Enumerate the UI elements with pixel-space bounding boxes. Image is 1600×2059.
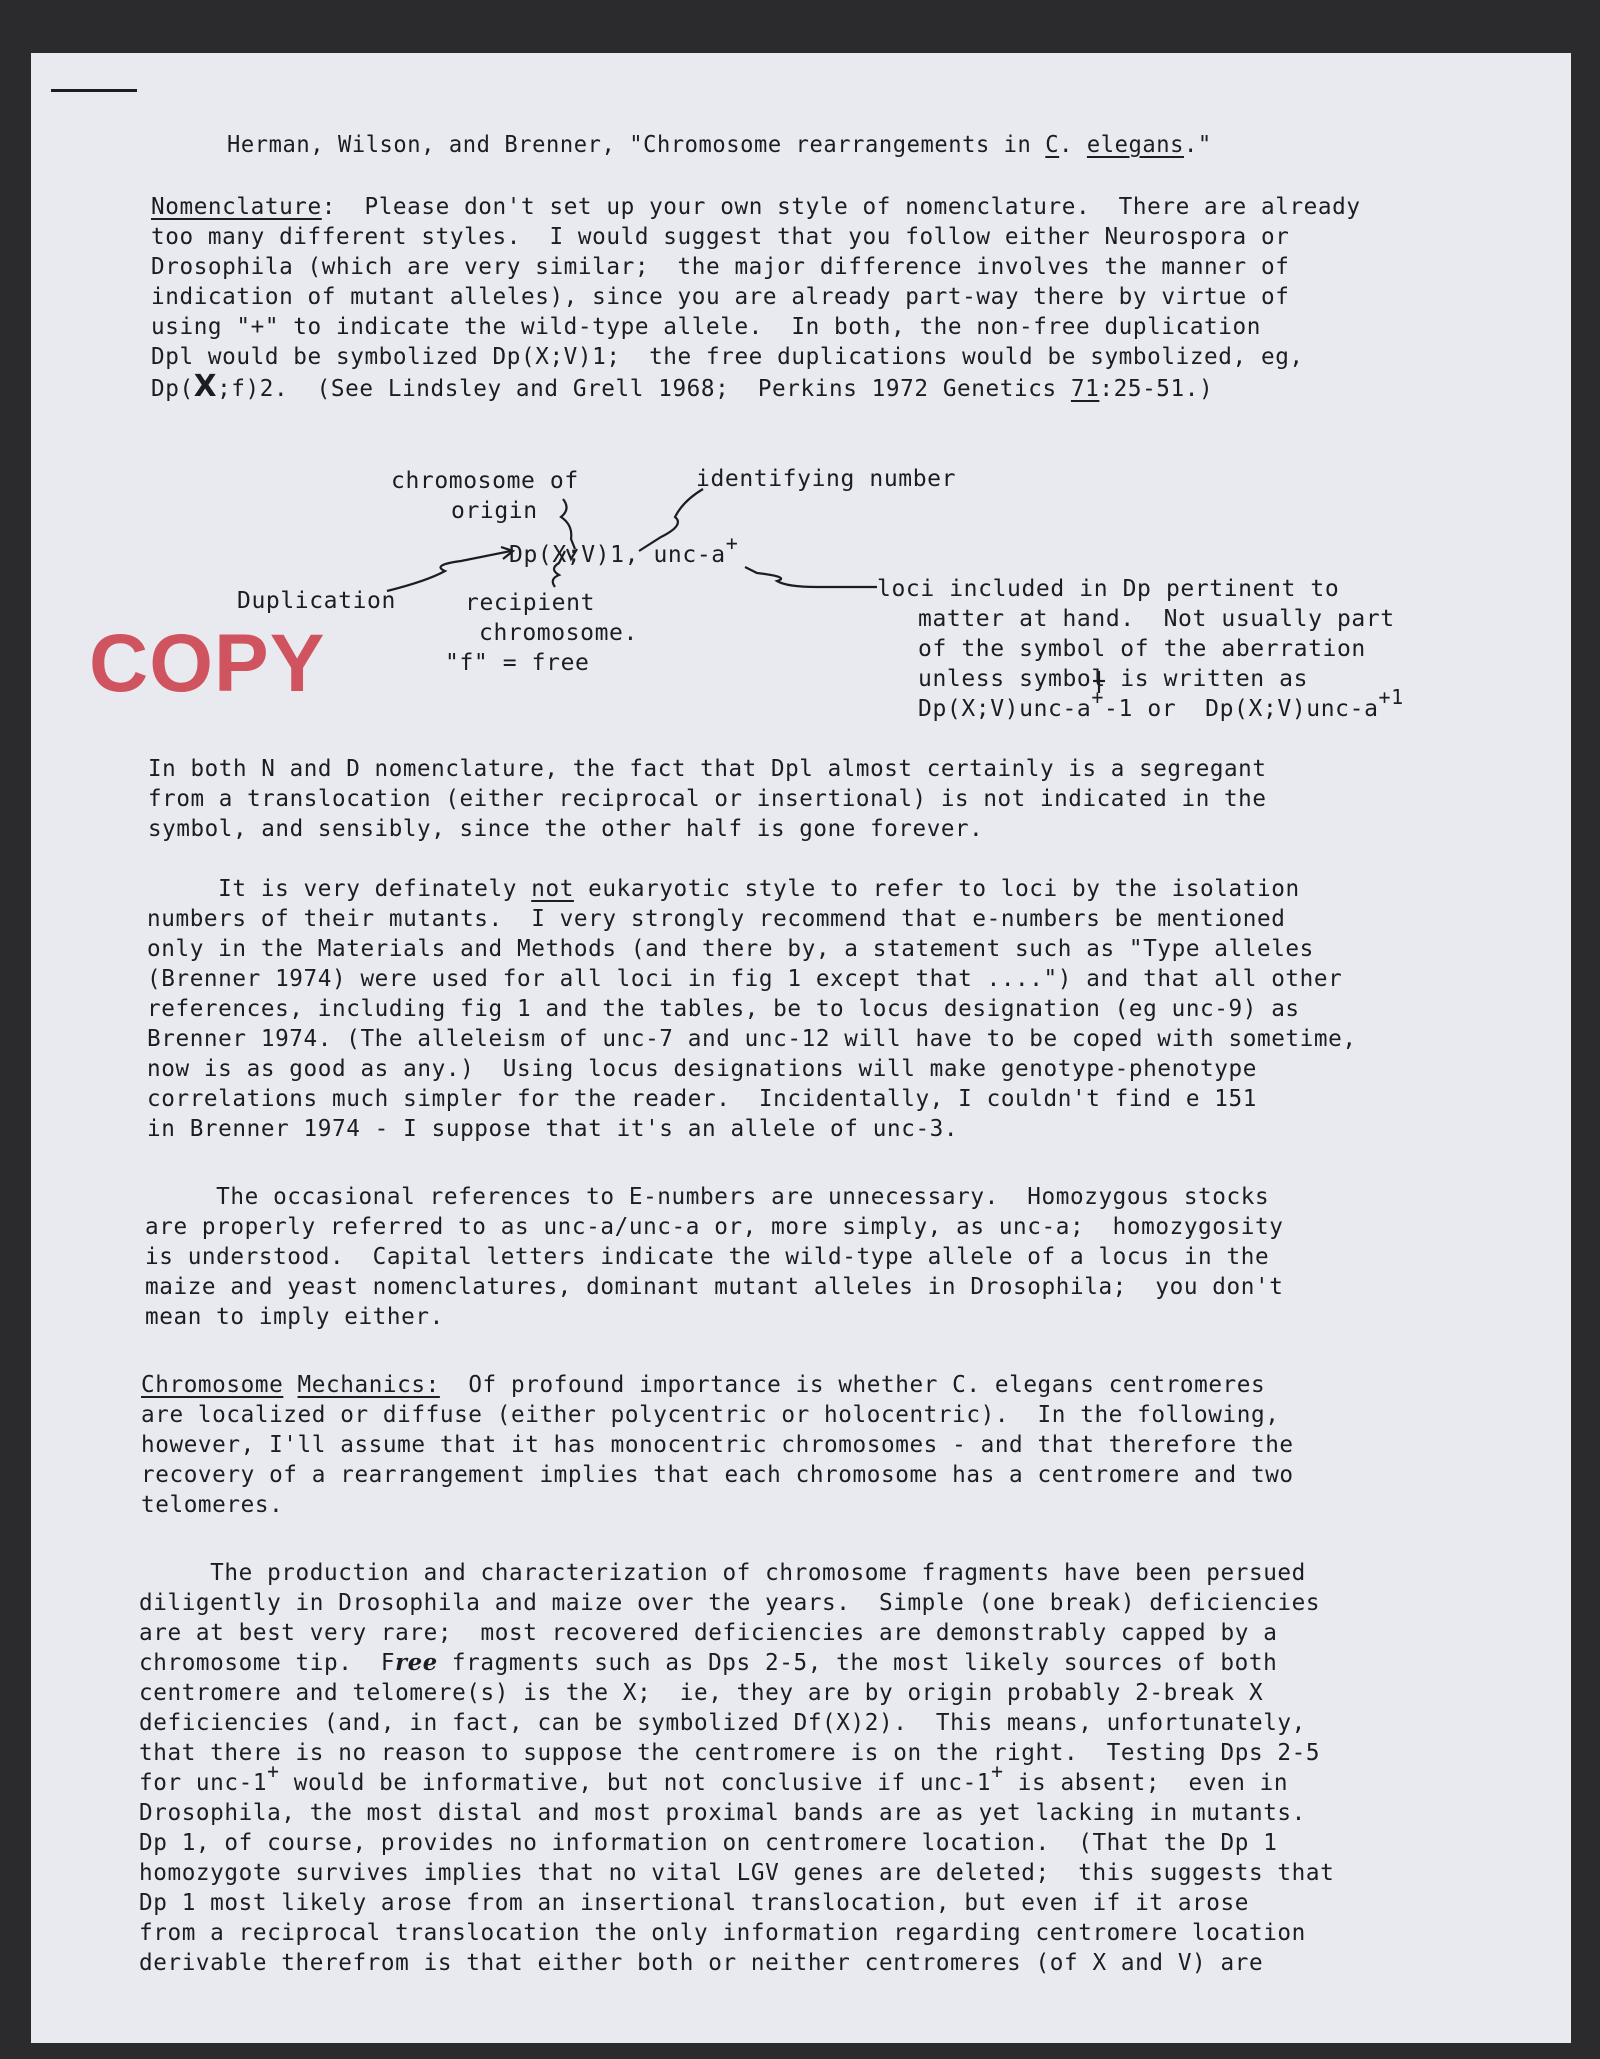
mech-line-1-text: Of profound importance is whether C. elegans centromeres — [439, 1372, 1266, 1398]
nomenclature-line-2: too many different styles. I would suggest that you follow either Neurospora or — [151, 224, 1290, 250]
frag-line-14: derivable therefrom is that either both or neither centromeres (of X and V) are — [139, 1950, 1264, 1976]
nd-line-2: from a translocation (either reciprocal or insertional) is not indicated in the — [148, 786, 1267, 812]
diagram-label-duplication: Duplication — [237, 588, 396, 614]
frag-line-2: diligently in Drosophila and maize over the years. Simple (one break) deficiencies — [139, 1590, 1321, 1616]
header-species: elegans — [1086, 132, 1185, 158]
frag-line-11: homozygote survives implies that no vital LGV genes are deleted; this suggests that — [139, 1860, 1335, 1886]
frag-line-4-b: fragments such as Dps 2-5, the most likely sources of both — [437, 1650, 1278, 1676]
enum-line-2: are properly referred to as unc-a/unc-a or, more simply, as unc-a; homozygosity — [145, 1214, 1284, 1240]
handwritten-x-correction: X — [193, 369, 218, 404]
style-line-1 — [147, 875, 1300, 903]
mech-heading-a: Chromosome — [141, 1372, 284, 1398]
enum-line-4: maize and yeast nomenclatures, dominant mutant alleles in Drosophila; you don't — [145, 1274, 1284, 1300]
style-line-1-b: eukaryotic style to refer to loci by the isolation — [573, 876, 1300, 902]
page-header — [227, 131, 1212, 159]
nomenclature-heading: Nomenclature — [151, 194, 322, 220]
mech-heading-b: Mechanics: — [297, 1372, 440, 1398]
header-genus: C — [1045, 132, 1060, 158]
frag-line-6: deficiencies (and, in fact, can be symbolized Df(X)2). This means, unfortunately, — [139, 1710, 1306, 1736]
nomenclature-line-1-text: : Please don't set up your own style of nomenclature. There are already — [321, 194, 1361, 220]
nomenclature-line-5: using "+" to indicate the wild-type allele. In both, the non-free duplication — [151, 314, 1261, 340]
frag-line-8-sup-1: + — [267, 1759, 280, 1783]
diagram-loci-5b: -1 or Dp(X;V)unc-a — [1104, 696, 1379, 722]
diagram-loci-line-4: unless symbol is written as — [918, 666, 1309, 692]
diagram-loci-5b-sup: +1 — [1378, 685, 1404, 709]
frag-line-8 — [139, 1759, 1289, 1797]
diagram-label-f-free: "f" = free — [445, 650, 590, 676]
diagram-label-chromosome-of: chromosome of — [391, 468, 579, 494]
copy-stamp: COPY — [89, 618, 326, 709]
nomenclature-line-7 — [151, 369, 1214, 404]
diagram-loci-5a: Dp(X;V)unc-a — [918, 696, 1092, 722]
diagram-label-identifying-number: identifying number — [696, 466, 957, 492]
diagram-label-chromosome: chromosome. — [479, 620, 638, 646]
diagram-label-origin: origin — [451, 498, 538, 524]
mech-line-3: however, I'll assume that it has monocentric chromosomes - and that therefore the — [141, 1432, 1294, 1458]
header-dot: . — [1059, 132, 1087, 158]
mech-line-4: recovery of a rearrangement implies that each chromosome has a centromere and two — [141, 1462, 1294, 1488]
diagram-label-recipient: recipient — [465, 590, 596, 616]
frag-line-8-a: for unc-1 — [139, 1770, 268, 1796]
header-authors: Herman, Wilson, and Brenner, "Chromosome rearrangements in — [227, 132, 1046, 158]
diagram-loci-line-3: of the symbol of the aberration — [918, 636, 1366, 662]
diagram-symbol-sup: + — [725, 531, 739, 555]
style-emphasis-not: not — [531, 876, 574, 902]
frag-line-8-sup-2: + — [991, 1759, 1004, 1783]
nomenclature-line-4: indication of mutant alleles), since you are already part-way there by virtue of — [151, 284, 1290, 310]
mech-line-1 — [141, 1371, 1265, 1399]
corner-rule — [51, 89, 137, 92]
style-line-5: references, including fig 1 and the tables, be to locus designation (eg unc-9) as — [147, 996, 1300, 1022]
nomenclature-line-7-a: Dp( — [151, 376, 194, 402]
style-line-3: only in the Materials and Methods (and there by, a statement such as "Type alleles — [147, 936, 1314, 962]
frag-line-7: that there is no reason to suppose the centromere is on the right. Testing Dps 2-5 — [139, 1740, 1321, 1766]
diagram-loci-line-1: loci included in Dp pertinent to — [877, 576, 1340, 602]
frag-line-4 — [139, 1649, 1277, 1677]
enum-line-5: mean to imply either. — [145, 1304, 444, 1330]
handwritten-ree-correction: ree — [395, 1649, 438, 1676]
frag-line-13: from a reciprocal translocation the only information regarding centromere location — [139, 1920, 1306, 1946]
mech-line-5: telomeres. — [141, 1492, 284, 1518]
genetics-volume: 71 — [1070, 376, 1100, 402]
style-line-1-a: It is very definately — [147, 876, 532, 902]
frag-line-10: Dp 1, of course, provides no information on centromere location. (That the Dp 1 — [139, 1830, 1278, 1856]
frag-line-5: centromere and telomere(s) is the X; ie, they are by origin probably 2-break X — [139, 1680, 1264, 1706]
frag-line-8-c: is absent; even in — [1003, 1770, 1289, 1796]
nomenclature-line-7-b: ;f)2. (See Lindsley and Grell 1968; Perkins 1972 Genetics — [217, 376, 1071, 402]
nd-line-3: symbol, and sensibly, since the other half is gone forever. — [148, 816, 984, 842]
frag-line-4-a: chromosome tip. F — [139, 1650, 396, 1676]
diagram-loci-5a-sup: + — [1091, 685, 1105, 709]
diagram-symbol-text: Dp(X;V)1, unc-a — [509, 542, 726, 568]
style-line-6: Brenner 1974. (The alleleism of unc-7 and unc-12 will have to be coped with sometime, — [147, 1026, 1357, 1052]
nomenclature-line-1 — [151, 193, 1361, 221]
style-line-9: in Brenner 1974 - I suppose that it's an allele of unc-3. — [147, 1116, 959, 1142]
typed-letter-page — [31, 53, 1571, 2043]
diagram-loci-line-5 — [918, 685, 1404, 723]
enum-line-1: The occasional references to E-numbers are unnecessary. Homozygous stocks — [145, 1184, 1270, 1210]
header-close: ." — [1184, 132, 1212, 158]
style-line-8: correlations much simpler for the reader. Incidentally, I couldn't find e 151 — [147, 1086, 1257, 1112]
duplication-arrow — [387, 551, 511, 591]
frag-line-3: are at best very rare; most recovered deficiencies are demonstrably capped by a — [139, 1620, 1278, 1646]
frag-line-9: Drosophila, the most distal and most proximal bands are as yet lacking in mutants. — [139, 1800, 1306, 1826]
nomenclature-line-6: Dpl would be symbolized Dp(X;V)1; the free duplications would be symbolized, eg, — [151, 344, 1304, 370]
nomenclature-line-3: Drosophila (which are very similar; the major difference involves the manner of — [151, 254, 1290, 280]
frag-line-12: Dp 1 most likely arose from an insertional translocation, but even if it arose — [139, 1890, 1249, 1916]
frag-line-1: The production and characterization of chromosome fragments have been persued — [139, 1560, 1306, 1586]
style-line-7: now is as good as any.) Using locus designations will make genotype-phenotype — [147, 1056, 1257, 1082]
nd-line-1: In both N and D nomenclature, the fact that Dpl almost certainly is a segregant — [148, 756, 1267, 782]
frag-line-8-b: would be informative, but not conclusive if unc-1 — [279, 1770, 992, 1796]
mech-line-2: are localized or diffuse (either polycentric or holocentric). In the following, — [141, 1402, 1280, 1428]
nomenclature-line-7-c: :25-51.) — [1099, 376, 1214, 402]
loci-arrow — [745, 567, 877, 587]
enum-line-3: is understood. Capital letters indicate the wild-type allele of a locus in the — [145, 1244, 1270, 1270]
style-line-2: numbers of their mutants. I very strongly recommend that e-numbers be mentioned — [147, 906, 1286, 932]
style-line-4: (Brenner 1974) were used for all loci in fig 1 except that ....") and that all other — [147, 966, 1343, 992]
diagram-loci-line-2: matter at hand. Not usually part — [918, 606, 1395, 632]
diagram-symbol — [509, 531, 739, 569]
